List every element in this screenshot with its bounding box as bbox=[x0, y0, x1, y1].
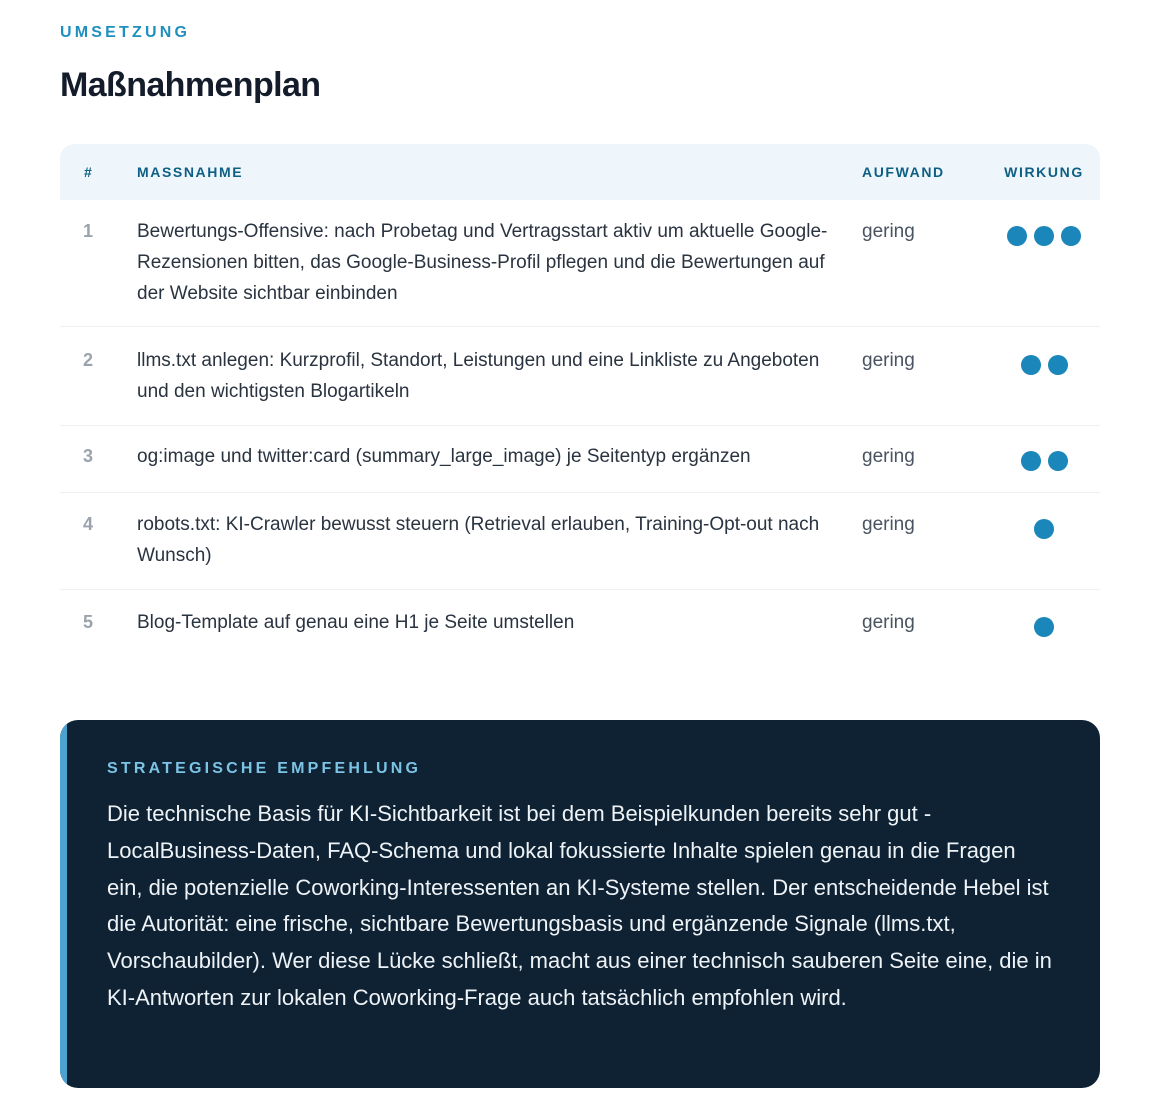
header-num: # bbox=[84, 164, 94, 180]
impact-dot bbox=[1048, 355, 1068, 375]
callout-text: Die technische Basis für KI-Sichtbarkeit ist bei dem Beispielkunden bereits sehr gut - LocalBusiness-Daten, FAQ-Schema und lokal fokussierte Inhalte spielen genau in die Fragen ein, die potenzielle Coworking-Interessenten an KI-Systeme stellen. Der entscheidende Hebel ist die Autorität: eine frische, sichtbare Bewertungsbasis und ergänzende Signale (llms.txt, Vorschaubilder). Wer diese Lücke schließt, macht aus einer technisch sauberen Seite eine, die in KI-Antworten zur lokalen Coworking-Frage auch tatsächlich empfohlen wird. bbox=[107, 801, 1052, 1010]
page-title: Maßnahmenplan bbox=[60, 66, 321, 104]
row-action: Bewertungs-Offensive: nach Probetag und Vertragsstart aktiv um aktuelle Google-Rezensionen bitten, das Google-Business-Profil pflegen und die Bewertungen auf der Website sichtbar einbinden bbox=[137, 221, 828, 304]
row-number: 3 bbox=[83, 446, 94, 466]
table-header bbox=[60, 144, 1100, 200]
impact-dot bbox=[1007, 226, 1027, 246]
table-row bbox=[60, 426, 1100, 493]
row-impact bbox=[988, 216, 1100, 246]
header-impact: WIRKUNG bbox=[1004, 164, 1084, 180]
impact-dots bbox=[988, 509, 1100, 539]
row-number: 4 bbox=[83, 514, 94, 534]
impact-dots bbox=[988, 345, 1100, 375]
row-impact bbox=[988, 345, 1100, 375]
table-row bbox=[60, 200, 1100, 327]
impact-dots bbox=[988, 607, 1100, 637]
impact-dot bbox=[1048, 451, 1068, 471]
row-effort: gering bbox=[862, 350, 915, 371]
strategic-recommendation-box bbox=[60, 720, 1100, 1088]
callout-label: STRATEGISCHE EMPFEHLUNG bbox=[107, 760, 422, 777]
impact-dot bbox=[1034, 617, 1054, 637]
header-action: MASSNAHME bbox=[137, 164, 244, 180]
impact-dot bbox=[1021, 355, 1041, 375]
table-row bbox=[60, 590, 1100, 655]
impact-dots bbox=[988, 216, 1100, 246]
row-effort: gering bbox=[862, 612, 915, 633]
row-effort: gering bbox=[862, 514, 915, 535]
row-effort: gering bbox=[862, 446, 915, 467]
row-number: 5 bbox=[83, 612, 94, 632]
row-number: 1 bbox=[83, 221, 94, 241]
impact-dots bbox=[988, 441, 1100, 471]
row-action: og:image und twitter:card (summary_large_image) je Seitentyp ergänzen bbox=[137, 446, 751, 467]
table-row bbox=[60, 327, 1100, 426]
section-eyebrow: UMSETZUNG bbox=[60, 24, 191, 41]
impact-dot bbox=[1061, 226, 1081, 246]
row-impact bbox=[988, 607, 1100, 637]
row-impact bbox=[988, 441, 1100, 471]
row-action: robots.txt: KI-Crawler bewusst steuern (Retrieval erlauben, Training-Opt-out nach Wunsch) bbox=[137, 514, 820, 566]
table-row bbox=[60, 493, 1100, 590]
action-plan-table bbox=[60, 144, 1100, 655]
row-effort: gering bbox=[862, 221, 915, 242]
row-action: llms.txt anlegen: Kurzprofil, Standort, Leistungen und eine Linkliste zu Angeboten und den wichtigsten Blogartikeln bbox=[137, 350, 820, 402]
impact-dot bbox=[1034, 519, 1054, 539]
header-effort: AUFWAND bbox=[862, 164, 945, 180]
row-impact bbox=[988, 509, 1100, 539]
row-action: Blog-Template auf genau eine H1 je Seite umstellen bbox=[137, 612, 575, 633]
impact-dot bbox=[1034, 226, 1054, 246]
row-number: 2 bbox=[83, 350, 94, 370]
impact-dot bbox=[1021, 451, 1041, 471]
